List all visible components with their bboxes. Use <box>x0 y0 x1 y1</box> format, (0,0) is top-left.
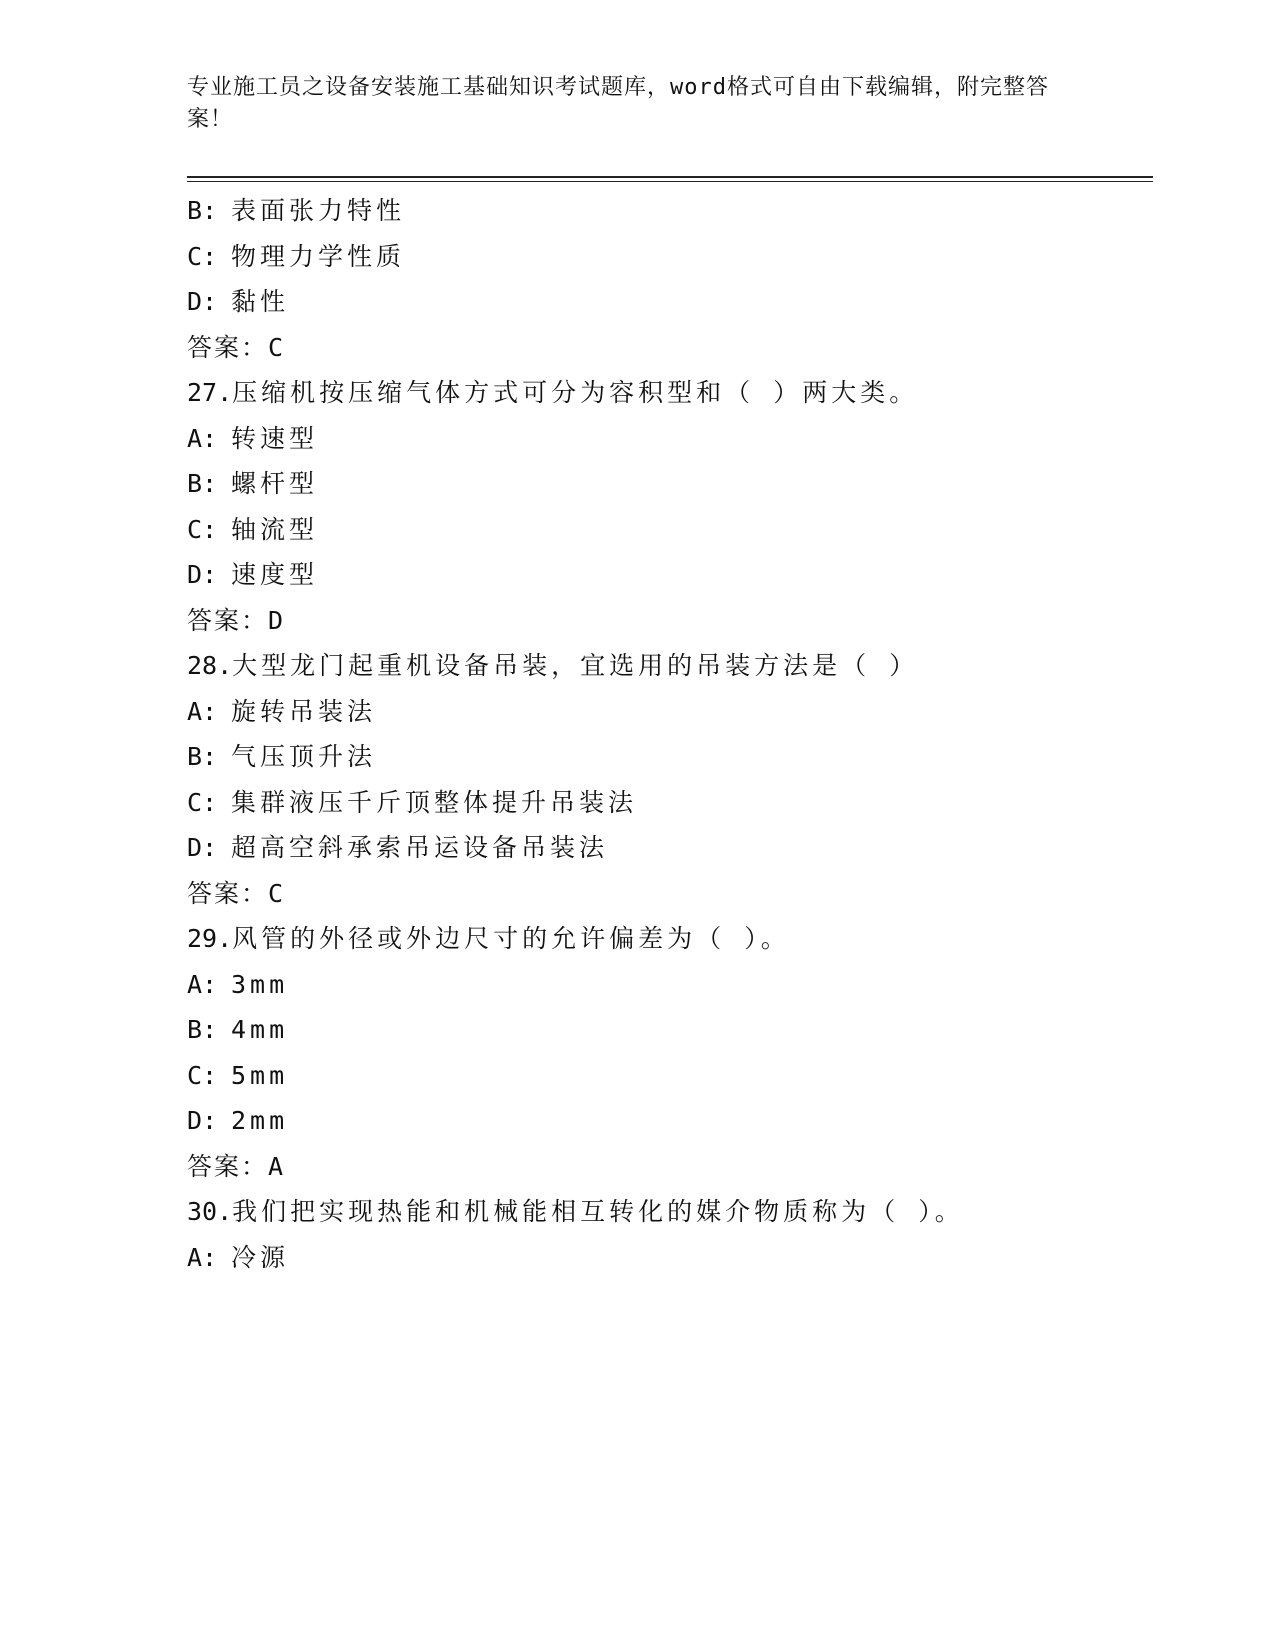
option-text: 气压顶升法 <box>231 742 377 771</box>
question-stem <box>187 916 1137 962</box>
option-text: 超高空斜承索吊运设备吊装法 <box>231 833 609 862</box>
option-text: 集群液压千斤顶整体提升吊装法 <box>231 787 638 817</box>
option-line <box>187 1235 1137 1281</box>
question-text: 我们把实现热能和机械能相互转化的媒介物质称为（ ）。 <box>232 1197 964 1226</box>
question-number: 29. <box>187 924 233 953</box>
option-line <box>187 461 1137 507</box>
question-list <box>187 188 1137 1280</box>
document-header: 专业施工员之设备安装施工基础知识考试题库，word格式可自由下载编辑，附完整答案！ <box>187 75 1049 132</box>
question-stem <box>187 370 1137 416</box>
option-line <box>187 734 1137 780</box>
question-26-continuation <box>187 188 1137 370</box>
option-line <box>187 188 1137 234</box>
option-line <box>187 825 1137 871</box>
option-line <box>187 1098 1137 1144</box>
option-line <box>187 416 1137 462</box>
answer-line: 答案：C <box>187 332 286 362</box>
question-28 <box>187 643 1137 916</box>
option-label: D: <box>187 287 218 316</box>
question-29 <box>187 916 1137 1189</box>
option-text: 速度型 <box>231 560 319 589</box>
question-text: 风管的外径或外边尺寸的允许偏差为（ ）。 <box>232 924 790 953</box>
answer-line: 答案：C <box>187 878 286 908</box>
option-label: B: <box>187 1015 218 1044</box>
option-text: 冷源 <box>231 1242 290 1272</box>
option-line <box>187 279 1137 325</box>
question-number: 28. <box>187 651 233 680</box>
option-text: 3mm <box>231 969 289 999</box>
question-text: 压缩机按压缩气体方式可分为容积型和（ ）两大类。 <box>232 378 919 407</box>
option-line <box>187 962 1137 1008</box>
answer-line: 答案：A <box>187 1151 286 1181</box>
option-line <box>187 234 1137 280</box>
option-label: D: <box>187 560 218 589</box>
option-text: 2mm <box>231 1106 289 1135</box>
option-line <box>187 507 1137 553</box>
question-27 <box>187 370 1137 643</box>
question-stem <box>187 643 1137 689</box>
option-text: 表面张力特性 <box>231 196 406 225</box>
option-line <box>187 1053 1137 1099</box>
option-line <box>187 552 1137 598</box>
option-label: A: <box>187 969 218 999</box>
header-divider-thick <box>187 176 1153 178</box>
question-number: 27. <box>187 378 233 407</box>
header-divider-thin <box>187 181 1153 182</box>
question-30 <box>187 1189 1137 1280</box>
option-text: 转速型 <box>231 423 319 453</box>
option-label: C: <box>187 241 218 271</box>
option-line <box>187 689 1137 735</box>
option-label: A: <box>187 423 218 453</box>
option-label: C: <box>187 1060 218 1090</box>
option-text: 螺杆型 <box>231 469 319 498</box>
option-label: A: <box>187 1242 218 1272</box>
option-line <box>187 780 1137 826</box>
option-text: 黏性 <box>231 287 290 316</box>
option-text: 4mm <box>231 1015 289 1044</box>
option-line <box>187 1007 1137 1053</box>
option-label: B: <box>187 469 218 498</box>
option-text: 物理力学性质 <box>231 241 406 271</box>
option-label: C: <box>187 514 218 544</box>
question-stem <box>187 1189 1137 1235</box>
option-label: B: <box>187 196 218 225</box>
answer-line: 答案：D <box>187 605 286 635</box>
option-label: D: <box>187 833 218 862</box>
option-text: 旋转吊装法 <box>231 696 377 726</box>
option-label: D: <box>187 1106 218 1135</box>
option-label: C: <box>187 787 218 817</box>
option-text: 轴流型 <box>231 514 319 544</box>
question-text: 大型龙门起重机设备吊装，宜选用的吊装方法是（ ） <box>232 651 919 680</box>
option-text: 5mm <box>231 1060 289 1090</box>
option-label: A: <box>187 696 218 726</box>
option-label: B: <box>187 742 218 771</box>
question-number: 30. <box>187 1197 233 1226</box>
